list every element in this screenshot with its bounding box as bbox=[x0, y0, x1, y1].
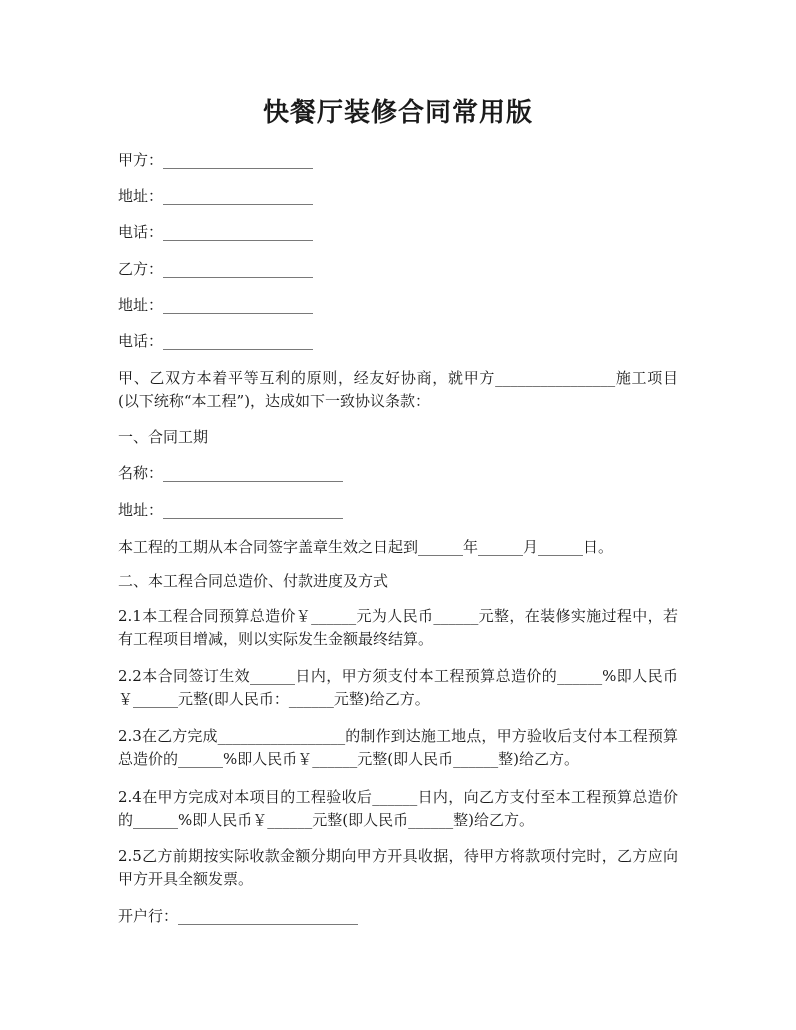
party-b-phone: 电话：____________________ bbox=[118, 332, 314, 350]
clause-2-2: 2.2本合同签订生效______日内，甲方须支付本工程预算总造价的______%即人民币￥______元整(即人民币：______元整)给乙方。 bbox=[118, 667, 678, 708]
section-2-heading: 二、本工程合同总造价、付款进度及方式 bbox=[118, 572, 389, 590]
project-address: 地址：________________________ bbox=[118, 501, 344, 519]
party-a-phone: 电话：____________________ bbox=[118, 223, 314, 241]
clause-2-1: 2.1本工程合同预算总造价￥______元为人民币______元整，在装修实施过程中，若有工程项目增减，则以实际发生金额最终结算。 bbox=[118, 607, 678, 648]
clause-2-3: 2.3在乙方完成_________________的制作到达施工地点，甲方验收后支付本工程预算总造价的______%即人民币￥______元整(即人民币______整)给乙方。 bbox=[118, 727, 678, 768]
project-name: 名称：________________________ bbox=[118, 464, 344, 482]
document-title: 快餐厅装修合同常用版 bbox=[262, 98, 533, 128]
party-b-name: 乙方：____________________ bbox=[118, 260, 314, 278]
duration-clause: 本工程的工期从本合同签字盖章生效之日起到______年______月______日。 bbox=[118, 538, 614, 556]
party-a-name: 甲方：____________________ bbox=[118, 151, 314, 169]
clause-2-5: 2.5乙方前期按实际收款金额分期向甲方开具收据，待甲方将款项付完时，乙方应向甲方开具全额发票。 bbox=[118, 847, 678, 888]
party-b-address: 地址：____________________ bbox=[118, 296, 314, 314]
party-a-address: 地址：____________________ bbox=[118, 187, 314, 205]
bank-field: 开户行：________________________ bbox=[118, 907, 359, 925]
clause-2-4: 2.4在甲方完成对本项目的工程验收后______日内，向乙方支付至本工程预算总造价的______%即人民币￥______元整(即人民币______整)给乙方。 bbox=[118, 788, 678, 829]
intro-paragraph: 甲、乙双方本着平等互利的原则，经友好协商，就甲方________________施工项目(以下统称“本工程”)，达成如下一致协议条款： bbox=[118, 369, 678, 410]
section-1-heading: 一、合同工期 bbox=[118, 428, 209, 446]
